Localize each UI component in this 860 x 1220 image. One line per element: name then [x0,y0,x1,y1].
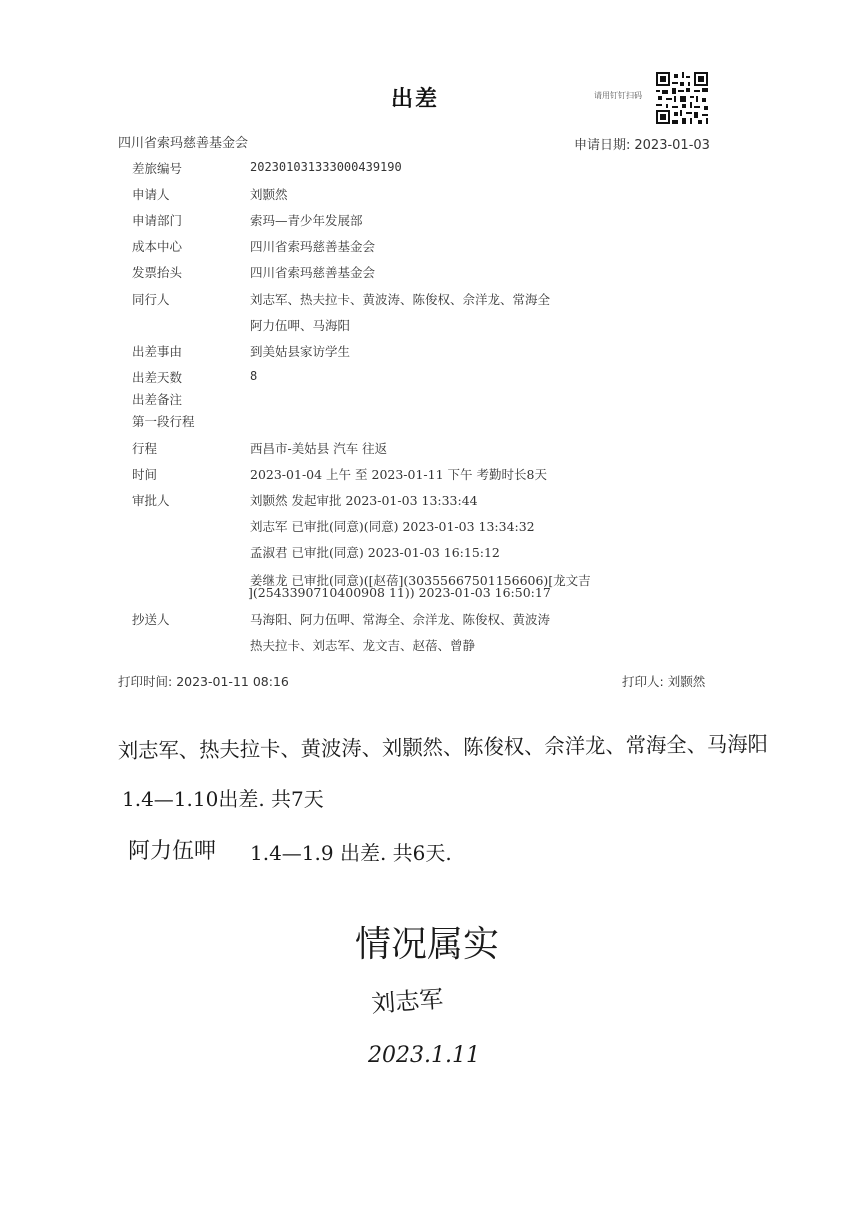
document-title: 出差 [390,87,439,112]
field-value-time: 2023-01-04 上午 至 2023-01-11 下午 考勤时长8天 [250,467,547,482]
apply-date-label: 申请日期: [574,138,631,153]
field-label-cc: 抄送人 [132,612,170,627]
field-label-reason: 出差事由 [132,344,183,359]
handwritten-signature: 刘志军 [370,985,445,1018]
field-value-applicant: 刘颢然 [250,187,288,202]
handwritten-line-companions: 刘志军、热夫拉卡、黄波涛、刘颢然、陈俊权、佘洋龙、常海全、马海阳 [117,731,791,763]
field-label-days: 出差天数 [132,370,183,385]
field-label-companions: 同行人 [132,292,170,307]
print-time [118,672,289,690]
approver-entry: 姜继龙 已审批(同意)([赵蓓](30355667501156606)[龙文吉 [250,573,591,588]
field-label-remarks: 出差备注 [132,392,183,407]
field-value-companions-cont: 阿力伍呷、马海阳 [250,318,351,333]
field-label-first-leg: 第一段行程 [132,414,195,429]
approver-entry-cont: ](2543390710400908 11)) 2023-01-03 16:50:17 [248,585,551,600]
print-time-value: 2023-01-11 08:16 [176,674,289,689]
field-value-cc: 马海阳、阿力伍呷、常海全、佘洋龙、陈俊权、黄波涛 [250,612,551,627]
field-value-cc-cont: 热夫拉卡、刘志军、龙文吉、赵蓓、曾静 [250,638,476,653]
apply-date [574,134,710,153]
field-label-cost-center: 成本中心 [132,239,183,254]
field-value-invoice-title: 四川省索玛慈善基金会 [250,265,376,280]
approver-entry: 刘志军 已审批(同意)(同意) 2023-01-03 13:34:32 [250,519,535,534]
handwritten-line-dates-2: 1.4—1.9 出差. 共6天. [250,841,452,865]
field-value-itinerary: 西昌市-美姑县 汽车 往返 [250,441,388,456]
field-value-cost-center: 四川省索玛慈善基金会 [250,239,376,254]
field-value-travel-no: 202301031333000439190 [250,160,402,174]
field-value-days: 8 [250,369,258,383]
printer-value: 刘颢然 [667,674,706,689]
qr-hint: 请用钉钉扫码 [594,91,642,100]
field-value-companions: 刘志军、热夫拉卡、黄波涛、陈俊权、佘洋龙、常海全 [250,292,551,307]
handwritten-confirmation: 情况属实 [355,924,500,965]
printer [622,672,705,690]
approver-entry: 刘颢然 发起审批 2023-01-03 13:33:44 [250,493,478,508]
field-label-approvers: 审批人 [132,493,170,508]
organization-name: 四川省索玛慈善基金会 [118,136,249,151]
handwritten-line-dates-1: 1.4—1.10出差. 共7天 [122,787,324,811]
handwritten-line-name: 阿力伍呷 [128,839,217,864]
field-label-itinerary: 行程 [132,441,158,456]
field-value-department: 索玛—青少年发展部 [250,213,363,228]
approver-entry: 孟淑君 已审批(同意) 2023-01-03 16:15:12 [250,545,500,560]
printer-label: 打印人: [622,674,664,689]
handwritten-date: 2023.1.11 [368,1043,480,1068]
qr-code-icon [656,72,708,124]
field-label-invoice-title: 发票抬头 [132,265,183,280]
field-label-department: 申请部门 [132,213,183,228]
field-label-applicant: 申请人 [132,187,170,202]
handwritten-note [0,720,860,1080]
field-label-time: 时间 [132,467,158,482]
field-label-travel-no: 差旅编号 [132,161,183,176]
print-time-label: 打印时间: [118,674,173,689]
field-value-reason: 到美姑县家访学生 [250,344,351,359]
apply-date-value: 2023-01-03 [634,138,710,153]
